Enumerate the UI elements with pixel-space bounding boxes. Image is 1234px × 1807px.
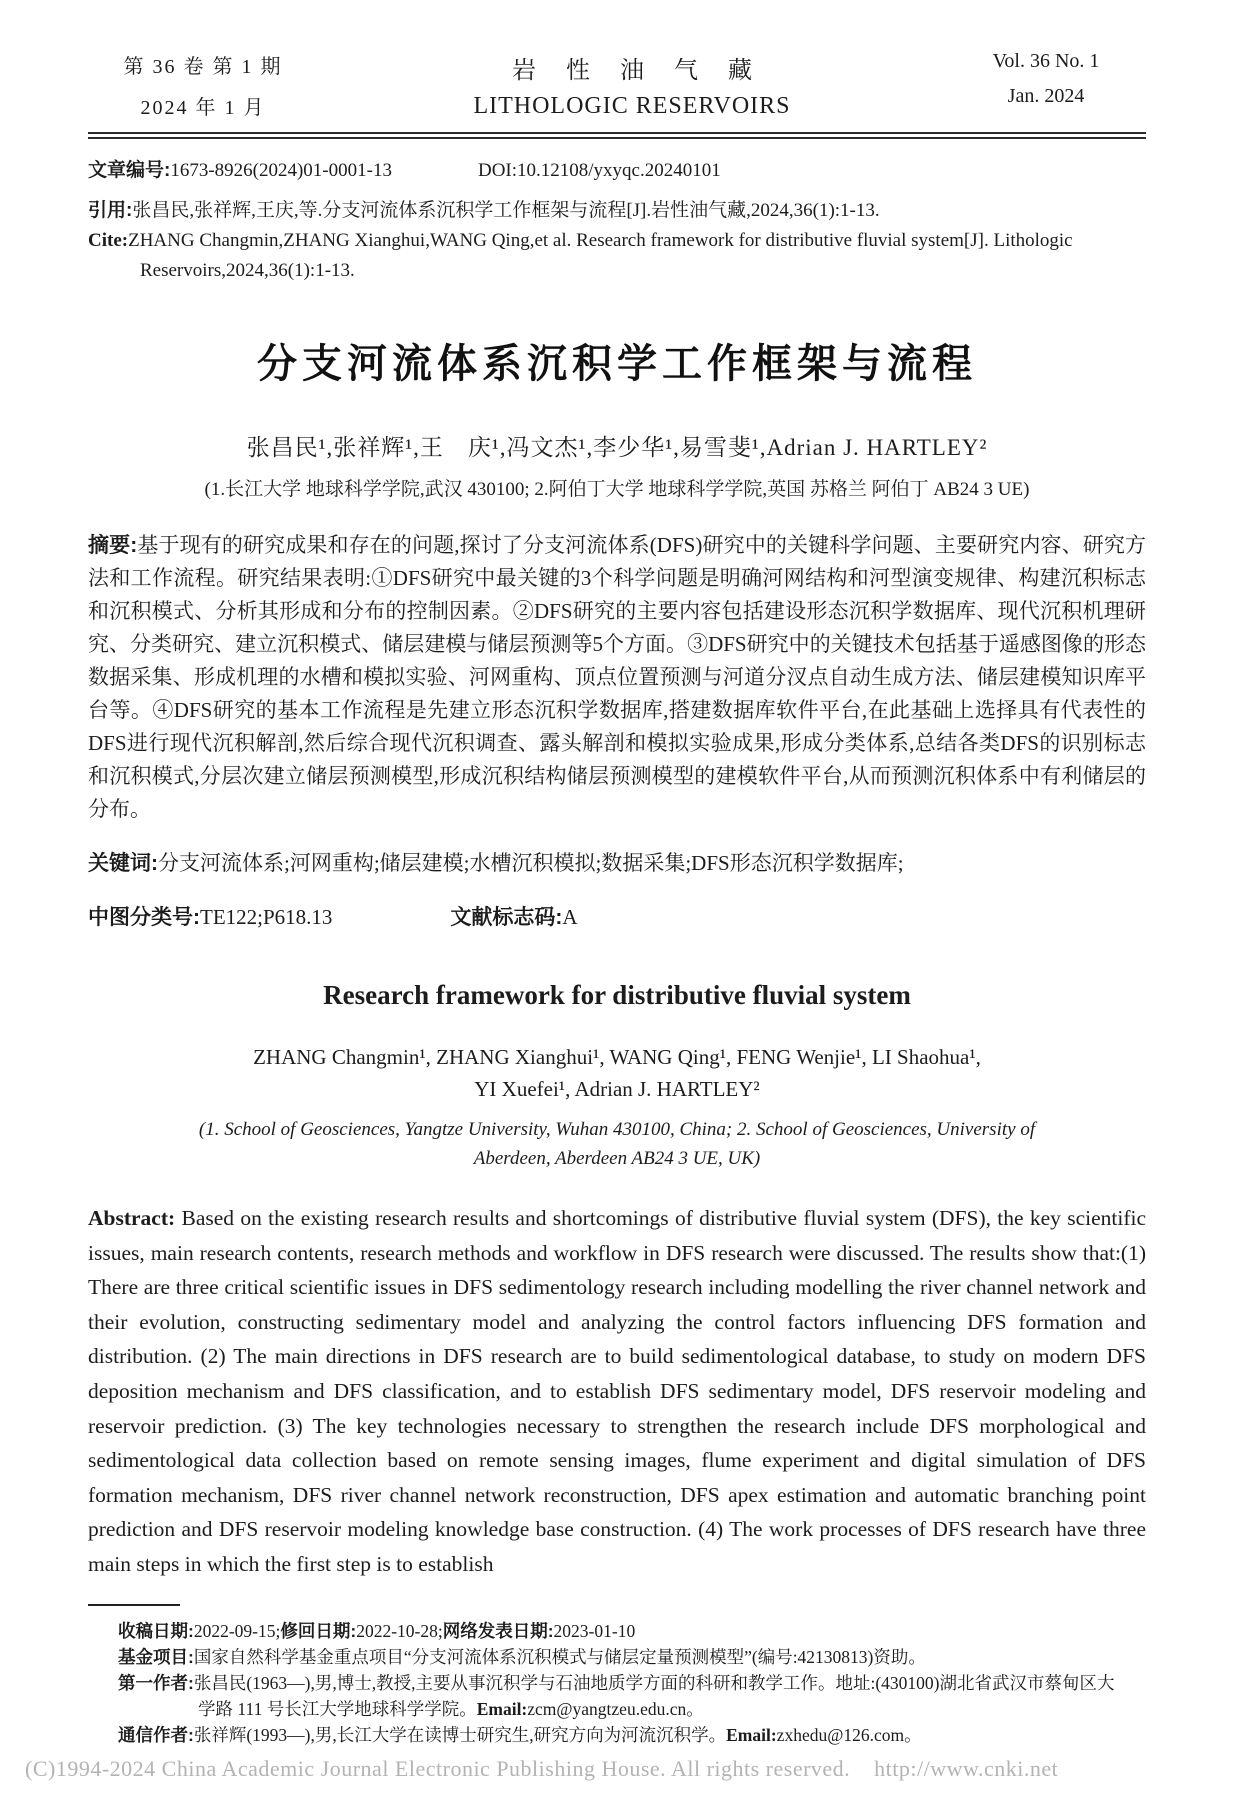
journal-name-en: LITHOLOGIC RESERVOIRS xyxy=(473,93,791,119)
online-label: 网络发表日期: xyxy=(442,1620,554,1641)
journal-date-cn: 2024 年 1 月 xyxy=(140,97,266,119)
journal-header-left xyxy=(88,50,318,120)
keywords-text: 分支河流体系;河网重构;储层建模;水槽沉积模拟;数据采集;DFS形态沉积学数据库; xyxy=(158,851,904,875)
doc-code: A xyxy=(562,905,578,929)
journal-header-center xyxy=(318,50,946,120)
journal-issue-en: Vol. 36 No. 1 xyxy=(992,50,1100,72)
citation-block xyxy=(88,196,1146,286)
article-title-cn: 分支河流体系沉积学工作框架与流程 xyxy=(257,342,977,386)
citation-cn-label: 引用: xyxy=(88,200,133,221)
article-id: 1673-8926(2024)01-0001-13 xyxy=(170,160,392,181)
received-date: 2022-09-15; xyxy=(193,1620,281,1641)
first-author-email: zcm@yangtzeu.edu.cn。 xyxy=(527,1698,704,1719)
authors-en-line1: ZHANG Changmin¹, ZHANG Xianghui¹, WANG Qing¹, FENG Wenjie¹, LI Shaohua¹, xyxy=(253,1045,981,1069)
first-author-text: 张昌民(1963—),男,博士,教授,主要从事沉积学与石油地质学方面的科研和教学工作。地址:(430100)湖北省武汉市蔡甸区大学路 111 号长江大学地球科学学院。 xyxy=(193,1672,1115,1719)
corr-author-email: zxhedu@126.com。 xyxy=(776,1724,922,1745)
footnote-corr-author xyxy=(118,1722,1128,1748)
citation-cn xyxy=(88,196,1146,226)
corr-author-label: 通信作者: xyxy=(118,1724,194,1745)
journal-header-right xyxy=(946,50,1146,108)
authors-en xyxy=(88,1041,1146,1105)
citation-en-text: ZHANG Changmin,ZHANG Xianghui,WANG Qing,et al. Research framework for distributive fluvial system[J]. Lithologic Reservoirs,2024,36(1):1-13. xyxy=(128,230,1073,281)
clc-line xyxy=(88,901,1146,934)
abstract-cn-label: 摘要: xyxy=(88,534,138,557)
header-divider xyxy=(88,132,1146,139)
authors-en-line2: YI Xuefei¹, Adrian J. HARTLEY² xyxy=(474,1077,760,1101)
authors-cn: 张昌民¹,张祥辉¹,王 庆¹,冯文杰¹,李少华¹,易雪斐¹,Adrian J. HARTLEY² xyxy=(246,435,988,460)
received-label: 收稿日期: xyxy=(118,1620,194,1641)
clc-code: TE122;P618.13 xyxy=(200,905,333,929)
footnotes xyxy=(118,1618,1128,1748)
citation-en xyxy=(88,226,1146,286)
doc-code-label: 文献标志码: xyxy=(450,906,563,929)
corr-author-text: 张祥辉(1993—),男,长江大学在读博士研究生,研究方向为河流沉积学。 xyxy=(193,1724,727,1745)
clc-label: 中图分类号: xyxy=(88,906,200,929)
online-date: 2023-01-10 xyxy=(553,1620,636,1641)
article-id-label: 文章编号: xyxy=(88,160,171,181)
abstract-en-text: Based on the existing research results and shortcomings of distributive fluvial system (DFS), the key scientific issues, main research contents, research methods and workflow in DFS research were discussed. The results show that:(1) There are three critical scientific issues in DFS sedimentology research including modelling the river channel network and their evolution, constructing sedimentary model and analyzing the control factors influencing DFS formation and distribution. (2) The main directions in DFS research are to build sedimentological database, to study on modern DFS deposition mechanism and DFS classification, and to establish DFS sedimentary model, DFS reservoir modeling and reservoir prediction. (3) The key technologies necessary to strengthen the research include DFS morphological and sedimentological data collection based on remote sensing images, flume experiment and digital simulation of DFS formation mechanism, DFS river channel network reconstruction, DFS apex estimation and automatic branching point prediction and DFS reservoir modeling knowledge base construction. (4) The work processes of DFS research have three main steps in which the first step is to establish xyxy=(88,1206,1147,1576)
fund-text: 国家自然科学基金重点项目“分支河流体系沉积模式与储层定量预测模型”(编号:42130813)资助。 xyxy=(193,1646,926,1667)
fund-label: 基金项目: xyxy=(118,1646,194,1667)
affiliation-cn: (1.长江大学 地球科学学院,武汉 430100; 2.阿伯丁大学 地球科学学院,英国 苏格兰 阿伯丁 AB24 3 UE) xyxy=(204,479,1030,500)
keywords-line xyxy=(88,847,1146,880)
footnote-divider xyxy=(88,1604,180,1606)
journal-issue-cn: 第 36 卷 第 1 期 xyxy=(123,56,283,78)
affiliation-en: (1. School of Geosciences, Yangtze University, Wuhan 430100, China; 2. School of Geosciences, University of Aberdeen, Aberdeen AB24 3 UE, UK) xyxy=(198,1119,1036,1169)
page-content xyxy=(88,0,1146,1748)
abstract-cn xyxy=(88,529,1146,826)
journal-date-en: Jan. 2024 xyxy=(1007,85,1085,107)
corr-author-email-label: Email: xyxy=(726,1724,777,1745)
article-meta-row xyxy=(88,155,1146,182)
first-author-label: 第一作者: xyxy=(118,1672,194,1693)
abstract-en-label: Abstract: xyxy=(88,1206,176,1230)
citation-cn-text: 张昌民,张祥辉,王庆,等.分支河流体系沉积学工作框架与流程[J].岩性油气藏,2024,36(1):1-13. xyxy=(132,200,880,221)
journal-name-cn: 岩性油气藏 xyxy=(512,58,782,84)
citation-en-label: Cite: xyxy=(88,230,129,251)
footnote-fund xyxy=(118,1644,1128,1670)
keywords-label: 关键词: xyxy=(88,852,158,875)
cnki-watermark: (C)1994-2024 China Academic Journal Electronic Publishing House. All rights reserved. http://www.cnki.net xyxy=(25,1756,1059,1781)
article-title-en: Research framework for distributive fluvial system xyxy=(323,980,911,1010)
revised-date: 2022-10-28; xyxy=(356,1620,443,1641)
first-author-email-label: Email: xyxy=(476,1698,528,1719)
doi-label: DOI: xyxy=(477,160,518,181)
revised-label: 修回日期: xyxy=(280,1620,357,1641)
footnote-dates xyxy=(118,1618,1128,1644)
doi-value: 10.12108/yxyqc.20240101 xyxy=(517,160,721,181)
abstract-en xyxy=(88,1201,1146,1582)
footnote-first-author xyxy=(118,1670,1128,1722)
journal-header xyxy=(88,0,1146,120)
abstract-cn-text: 基于现有的研究成果和存在的问题,探讨了分支河流体系(DFS)研究中的关键科学问题、主要研究内容、研究方法和工作流程。研究结果表明:①DFS研究中最关键的3个科学问题是明确河网结构和河型演变规律、构建沉积标志和沉积模式、分析其形成和分布的控制因素。②DFS研究的主要内容包括建设形态沉积学数据库、现代沉积机理研究、分类研究、建立沉积模式、储层建模与储层预测等5个方面。③DFS研究中的关键技术包括基于遥感图像的形态数据采集、形成机理的水槽和模拟实验、河网重构、顶点位置预测与河道分汊点自动生成方法、储层建模知识库平台等。④DFS研究的基本工作流程是先建立形态沉积学数据库,搭建数据库软件平台,在此基础上选择具有代表性的DFS进行现代沉积解剖,然后综合现代沉积调查、露头解剖和模拟实验成果,形成分类体系,总结各类DFS的识别标志和沉积模式,分层次建立储层预测模型,形成沉积结构储层预测模型的建模软件平台,从而预测沉积体系中有利储层的分布。 xyxy=(88,533,1146,821)
